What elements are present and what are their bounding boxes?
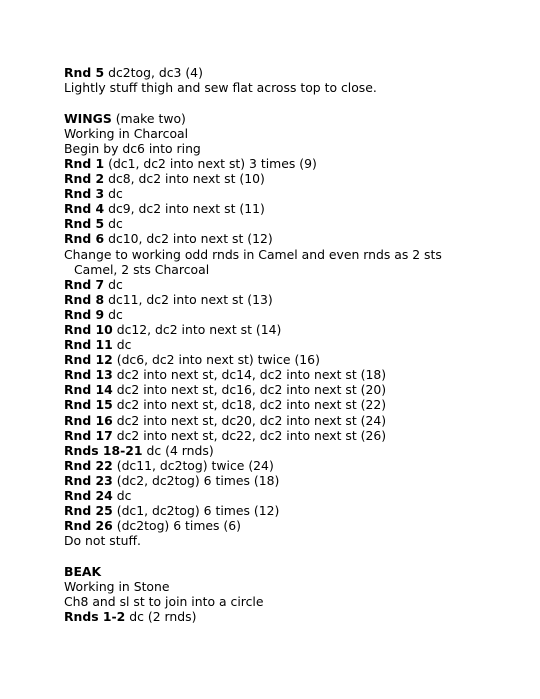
line-text: (dc1, dc2 into next st) 3 times (9) <box>104 155 317 171</box>
pattern-line <box>64 141 524 156</box>
pattern-line <box>64 65 524 80</box>
pattern-line <box>64 247 524 262</box>
round-label: Rnds 1-2 <box>64 609 126 625</box>
round-label: Rnd 4 <box>64 201 105 217</box>
line-text: (dc6, dc2 into next st) twice (16) <box>112 352 320 368</box>
pattern-line <box>64 367 524 382</box>
line-text: dc2 into next st, dc22, dc2 into next st (26) <box>112 427 387 443</box>
section-heading-line <box>64 564 524 579</box>
round-label: Rnd 14 <box>64 382 113 398</box>
pattern-line <box>64 397 524 412</box>
line-text: Working in Stone <box>64 579 170 594</box>
round-label: Rnd 22 <box>64 457 113 473</box>
round-label: Rnd 24 <box>64 488 113 504</box>
round-label: Rnd 5 <box>64 216 105 232</box>
line-text: dc2 into next st, dc20, dc2 into next st (24) <box>112 412 387 428</box>
line-text: Working in Charcoal <box>64 125 189 141</box>
round-label: Rnd 6 <box>64 231 105 247</box>
line-text: dc <box>104 186 123 202</box>
line-text: dc2 into next st, dc18, dc2 into next st (22) <box>112 397 387 413</box>
line-text: dc11, dc2 into next st (13) <box>104 291 273 307</box>
line-text: Do not stuff. <box>64 533 141 549</box>
pattern-line <box>64 156 524 171</box>
round-label: Rnd 11 <box>64 337 113 353</box>
round-label: Rnd 3 <box>64 186 105 202</box>
pattern-line <box>64 262 524 277</box>
round-label: Rnd 12 <box>64 352 113 368</box>
pattern-line <box>64 458 524 473</box>
pattern-line <box>64 579 524 594</box>
pattern-line <box>64 533 524 548</box>
pattern-line <box>64 352 524 367</box>
pattern-line <box>64 201 524 216</box>
section-heading: WINGS <box>64 110 112 126</box>
line-text: dc8, dc2 into next st (10) <box>104 171 265 187</box>
pattern-line <box>64 428 524 443</box>
round-label: Rnd 2 <box>64 171 105 187</box>
line-text: dc <box>104 306 123 322</box>
section-heading-line <box>64 111 524 126</box>
round-label: Rnd 5 <box>64 65 105 80</box>
round-label: Rnd 8 <box>64 291 105 307</box>
pattern-line <box>64 382 524 397</box>
pattern-line <box>64 126 524 141</box>
line-text: dc2 into next st, dc16, dc2 into next st (20) <box>112 382 387 398</box>
pattern-line <box>64 413 524 428</box>
line-text: (dc11, dc2tog) twice (24) <box>112 457 274 473</box>
pattern-line <box>64 307 524 322</box>
round-label: Rnd 16 <box>64 412 113 428</box>
round-label: Rnd 26 <box>64 518 113 534</box>
line-text: Camel, 2 sts Charcoal <box>74 261 210 277</box>
round-label: Rnd 1 <box>64 155 105 171</box>
line-text: Ch8 and sl st to join into a circle <box>64 594 264 610</box>
round-label: Rnd 10 <box>64 322 113 337</box>
line-text: dc <box>112 488 132 504</box>
pattern-line <box>64 609 524 624</box>
round-label: Rnd 7 <box>64 276 105 292</box>
line-text: (make two) <box>111 110 186 126</box>
pattern-line <box>64 171 524 186</box>
line-text: dc9, dc2 into next st (11) <box>104 201 265 217</box>
section-heading: BEAK <box>64 563 102 579</box>
pattern-line <box>64 337 524 352</box>
pattern-line <box>64 322 524 337</box>
round-label: Rnd 9 <box>64 306 105 322</box>
line-text: Begin by dc6 into ring <box>64 140 201 156</box>
line-text: dc12, dc2 into next st (14) <box>112 322 282 337</box>
line-text: dc2tog, dc3 (4) <box>104 65 203 80</box>
round-label: Rnd 25 <box>64 503 113 519</box>
line-text: (dc2tog) 6 times (6) <box>112 518 241 534</box>
pattern-line <box>64 443 524 458</box>
line-text: dc <box>104 216 123 232</box>
round-label: Rnds 18-21 <box>64 442 143 458</box>
line-text: Change to working odd rnds in Camel and even rnds as 2 sts <box>64 246 442 262</box>
line-text: Lightly stuff thigh and sew flat across top to close. <box>64 80 377 96</box>
round-label: Rnd 17 <box>64 427 113 443</box>
pattern-line <box>64 186 524 201</box>
round-label: Rnd 23 <box>64 472 113 488</box>
pattern-line <box>64 80 524 95</box>
pattern-line <box>64 231 524 246</box>
line-text: (dc1, dc2tog) 6 times (12) <box>112 503 280 519</box>
pattern-line <box>64 594 524 609</box>
line-text: dc2 into next st, dc14, dc2 into next st (18) <box>112 367 387 383</box>
pattern-line <box>64 488 524 503</box>
line-text: dc <box>112 337 132 353</box>
line-text: (dc2, dc2tog) 6 times (18) <box>112 472 280 488</box>
line-text: dc <box>104 276 123 292</box>
pattern-line <box>64 292 524 307</box>
pattern-line <box>64 277 524 292</box>
round-label: Rnd 13 <box>64 367 113 383</box>
pattern-line <box>64 216 524 231</box>
document-page <box>64 65 524 624</box>
round-label: Rnd 15 <box>64 397 113 413</box>
pattern-line <box>64 518 524 533</box>
pattern-line <box>64 473 524 488</box>
line-text: dc (2 rnds) <box>125 609 197 625</box>
line-text: dc (4 rnds) <box>142 442 214 458</box>
pattern-line <box>64 503 524 518</box>
line-text: dc10, dc2 into next st (12) <box>104 231 273 247</box>
